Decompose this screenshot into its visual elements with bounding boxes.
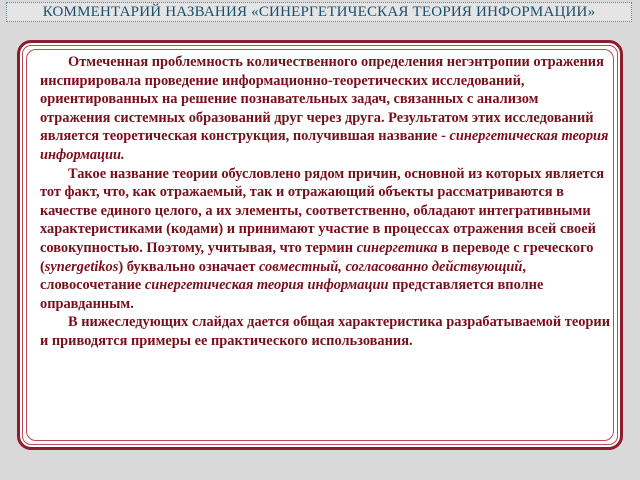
paragraph-2-text-3: ) буквально означает — [118, 258, 259, 275]
paragraph-3-text-1: В нижеследующих слайдах дается общая характеристика разрабатываемой теории и приводятся примеры ее практического использования. — [40, 314, 611, 349]
paragraph-2-term-synergetikos: synergetikos — [44, 258, 119, 275]
paragraph-2-text-5: представляется вполне оправданным. — [40, 277, 544, 312]
paragraph-1-term-synergetic-theory: синергетическая теория информации. — [40, 128, 609, 163]
paragraph-2-text-2: в переводе с греческого ( — [40, 239, 594, 275]
paragraph-3 — [40, 313, 610, 350]
paragraph-2 — [40, 165, 610, 314]
body-text — [40, 53, 610, 351]
paragraph-2-term-synergetic-theory: синергетическая теория информации — [144, 277, 389, 294]
slide-title-bar — [6, 2, 632, 22]
slide-title: КОММЕНТАРИЙ НАЗВАНИЯ «СИНЕРГЕТИЧЕСКАЯ ТЕОРИЯ ИНФОРМАЦИИ» — [42, 3, 596, 20]
paragraph-2-term-joint: совместный, согласованно действующий — [259, 258, 523, 275]
paragraph-1-text-1: Отмеченная проблемность количественного определения негэнтропии отражения инспирировала проведение информационно-теоретических исследований, ориентированных на решение познавательных задач, связанных с анализом отражения системных образований друг через друга. Результатом этих исследований является теоретическая конструкция, получившая название - — [40, 54, 604, 145]
paragraph-2-text-1: Такое название теории обусловлено рядом причин, основной из которых является тот факт, что, как отражаемый, так и отражающий объекты рассматриваются в качестве единого целого, а их элементы, соответственно, обладают интегративными характеристиками (кодами) и принимают участие в процессах отражения всей своей совокупностью. Поэтому, учитывая, что термин — [40, 165, 605, 256]
paragraph-2-text-4: , словосочетание — [40, 258, 526, 294]
paragraph-2-term-synergetics: синергетика — [356, 239, 438, 256]
paragraph-1 — [40, 53, 610, 165]
